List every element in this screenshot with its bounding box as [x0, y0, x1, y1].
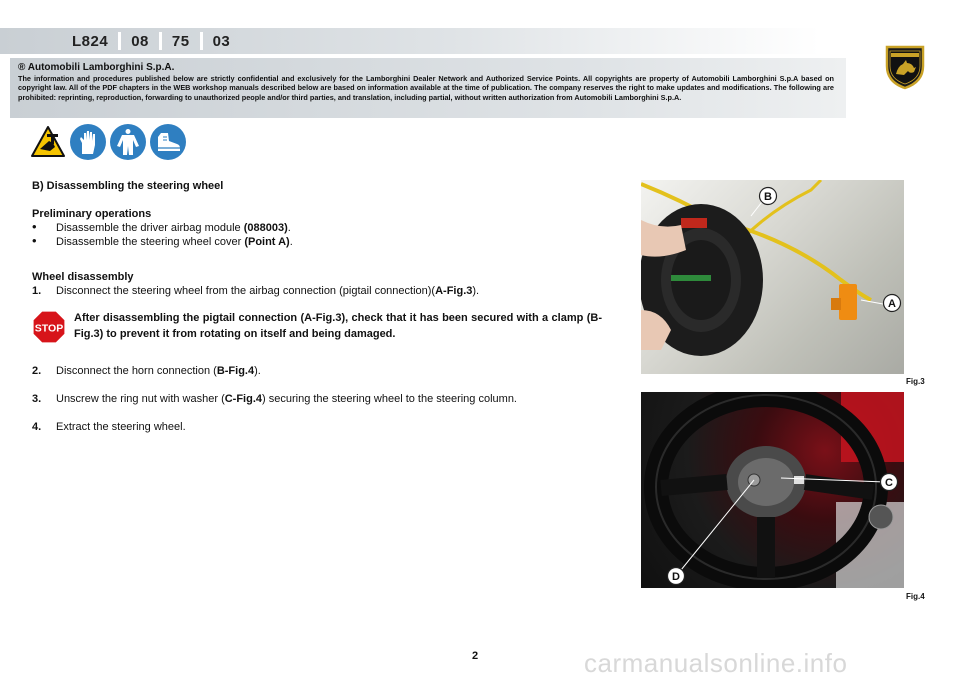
list-item: • Disassemble the driver airbag module (088003). — [32, 221, 602, 235]
section-title: B) Disassembling the steering wheel — [32, 180, 224, 192]
stop-sign-icon — [32, 310, 66, 344]
svg-text:D: D — [672, 571, 680, 583]
notice-title: ® Automobili Lamborghini S.p.A. — [18, 62, 175, 73]
document-code — [72, 31, 230, 51]
callout-a-icon — [882, 293, 902, 313]
callout-d-icon — [666, 566, 686, 586]
protective-overalls-icon — [110, 124, 146, 160]
copyright-notice — [10, 58, 846, 118]
safety-shoes-icon — [150, 124, 186, 160]
preliminary-title: Preliminary operations — [32, 208, 152, 220]
watermark: carmanualsonline.info — [584, 648, 848, 678]
step-4: 4. Extract the steering wheel. — [32, 421, 186, 433]
protective-gloves-icon — [70, 124, 106, 160]
instructions — [32, 180, 602, 434]
lamborghini-logo-icon — [884, 44, 926, 90]
notice-body: The information and procedures published below are strictly confidential and exclusively for the Lamborghini Dealer Network and Authorized Service Points. All copyrights are property of Automobili Lamborghini S.p.A based on copyright law. All of the PDF chapters in the WEB workshop manuals described below are based on information available at the time of publication. The company reserves the right to make updates and modifications. The following are prohibited: reprinting, reproduction, forwarding to unauthorized people and/or third parties, and translation, including partial, without written authorization from Automobili Lamborghini S.p.A. — [18, 74, 834, 102]
figure-4-photo — [641, 392, 904, 588]
figure-4-caption: Fig.4 — [906, 592, 925, 601]
hand-crush-warning-icon — [30, 124, 66, 160]
figure-3-photo — [641, 180, 904, 374]
figure-3-caption: Fig.3 — [906, 377, 925, 386]
list-item: • Disassemble the steering wheel cover (Point A). — [32, 235, 602, 249]
code-model: L824 — [72, 32, 109, 50]
svg-text:B: B — [764, 191, 772, 203]
page-number: 2 — [472, 650, 479, 662]
code-subgroup: 75 — [171, 32, 190, 50]
code-group: 08 — [131, 32, 149, 50]
svg-text:A: A — [888, 298, 896, 310]
disassembly-title: Wheel disassembly — [32, 271, 134, 283]
svg-text:C: C — [885, 477, 893, 489]
safety-icons — [30, 124, 186, 160]
code-divider — [159, 32, 162, 50]
step-2: 2. Disconnect the horn connection (B-Fig.4). — [32, 365, 261, 377]
warning-block — [32, 310, 602, 344]
step-1: 1. Disconnect the steering wheel from the airbag connection (pigtail connection)(A-Fig.3). — [32, 285, 480, 297]
svg-text:STOP: STOP — [34, 322, 64, 335]
callout-b-icon — [758, 186, 778, 206]
warning-text: After disassembling the pigtail connection (A-Fig.3), check that it has been secured with a clamp (B-Fig.3) to prevent it from rotating on itself and being damaged. — [74, 312, 602, 340]
code-divider — [200, 32, 203, 50]
code-divider — [118, 32, 121, 50]
step-3: 3. Unscrew the ring nut with washer (C-Fig.4) securing the steering wheel to the steering column. — [32, 393, 517, 405]
code-section: 03 — [212, 32, 231, 50]
callout-c-icon — [879, 472, 899, 492]
